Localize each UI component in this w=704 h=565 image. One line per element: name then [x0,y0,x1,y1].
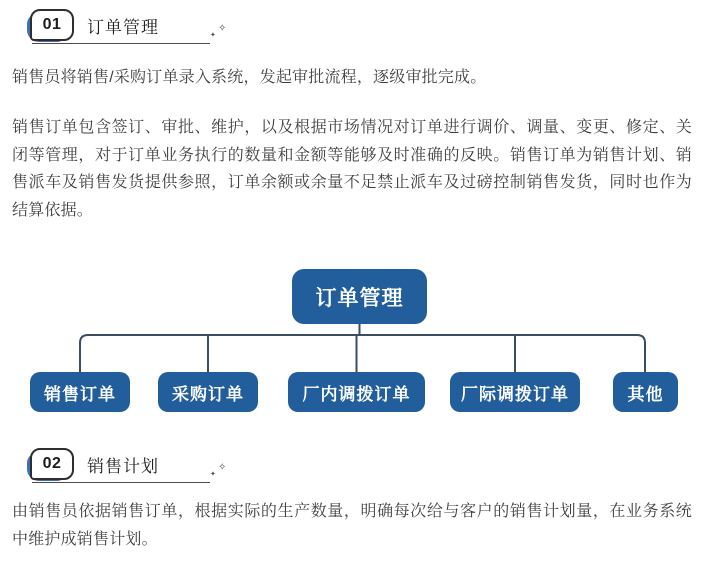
paragraph-order-management: 销售订单包含签订、审批、维护，以及根据市场情况对订单进行调价、调量、变更、修定、关闭等管理，对于订单业务执行的数量和金额等能够及时准确的反映。销售订单为销售计划、销售派车及销售发货提供参照，订单余额或余量不足禁止派车及过磅控制销售发货，同时也作为结算依据。 [12,119,692,219]
section-2-header [30,447,227,481]
diagram-node-purchase-order: 采购订单 [158,372,258,412]
diagram-root-node: 订单管理 [292,269,427,324]
order-management-diagram [0,255,704,420]
sparkle-icon: ✧ [218,462,227,473]
section-1-number-badge [30,9,74,41]
section-1-header [30,8,227,42]
section-number: 02 [42,455,62,472]
diagram-node-inter-plant-transfer-order: 厂际调拨订单 [450,372,580,412]
section-1-title: 订单管理 [87,17,159,37]
header-underline [32,43,210,44]
sparkle-icon: ✧ [218,23,227,34]
section-number: 01 [42,16,62,33]
paragraph-sales-plan: 由销售员依据销售订单，根据实际的生产数量，明确每次给与客户的销售计划量，在业务系统中维护成销售计划。 [12,503,692,548]
section-2-number-badge [30,448,74,480]
sparkle-icon: ✦ [210,471,216,478]
diagram-node-intra-plant-transfer-order: 厂内调拨订单 [288,372,425,412]
diagram-node-other: 其他 [613,372,678,412]
paragraph-order-entry: 销售员将销售/采购订单录入系统，发起审批流程，逐级审批完成。 [12,69,487,86]
section-2-title: 销售计划 [87,456,159,476]
header-underline [32,482,210,483]
sparkle-icon: ✦ [210,32,216,39]
diagram-node-sales-order: 销售订单 [30,372,130,412]
